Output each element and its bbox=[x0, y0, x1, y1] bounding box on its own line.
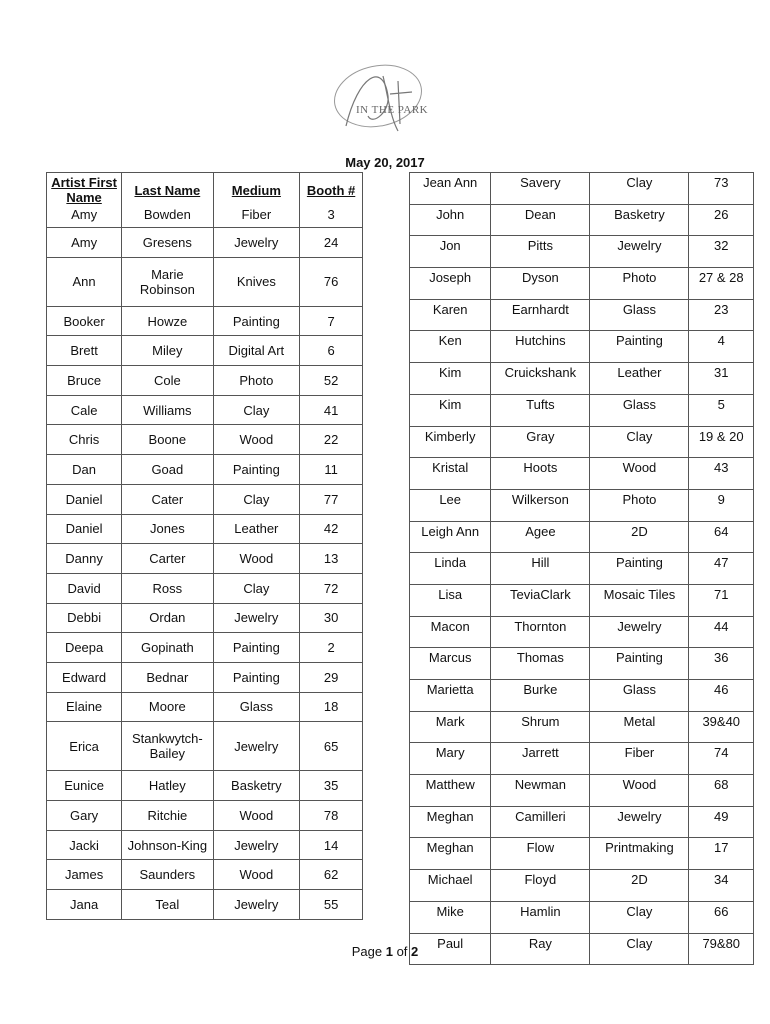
page-footer bbox=[0, 944, 770, 959]
cell-medium: Jewelry bbox=[213, 603, 300, 633]
cell-last-name: Hamlin bbox=[491, 901, 590, 933]
cell-medium: Knives bbox=[213, 257, 300, 306]
table-row bbox=[410, 299, 754, 331]
cell-booth: 27 & 28 bbox=[689, 268, 754, 300]
table-row bbox=[47, 395, 363, 425]
cell-last-name: Ordan bbox=[122, 603, 213, 633]
cell-booth: 14 bbox=[300, 830, 363, 860]
cell-last-name: Thornton bbox=[491, 616, 590, 648]
cell-first-name: Lee bbox=[410, 489, 491, 521]
cell-last-name: Newman bbox=[491, 775, 590, 807]
table-row bbox=[47, 514, 363, 544]
cell-last-name: Bednar bbox=[122, 662, 213, 692]
cell-booth: 9 bbox=[689, 489, 754, 521]
cell-last-name: Boone bbox=[122, 425, 213, 455]
cell-medium: Metal bbox=[590, 711, 689, 743]
cell-medium: Wood bbox=[213, 425, 300, 455]
cell-last-name: Gresens bbox=[122, 228, 213, 258]
cell-last-name: Marie Robinson bbox=[122, 257, 213, 306]
cell-first-name: Cale bbox=[47, 395, 122, 425]
cell-last-name: Agee bbox=[491, 521, 590, 553]
cell-last-name: Moore bbox=[122, 692, 213, 722]
cell-last-name: Goad bbox=[122, 455, 213, 485]
cell-first-name: Danny bbox=[47, 544, 122, 574]
cell-medium: Wood bbox=[213, 544, 300, 574]
cell-booth: 29 bbox=[300, 662, 363, 692]
cell-booth: 46 bbox=[689, 680, 754, 712]
page-total: 2 bbox=[411, 944, 419, 959]
cell-booth: 64 bbox=[689, 521, 754, 553]
cell-booth: 36 bbox=[689, 648, 754, 680]
page-of: of bbox=[392, 944, 412, 959]
cell-first-name: Kim bbox=[410, 394, 491, 426]
cell-first-name: Meghan bbox=[410, 806, 491, 838]
cell-last-name: Pitts bbox=[491, 236, 590, 268]
table-row bbox=[410, 711, 754, 743]
table-row bbox=[410, 901, 754, 933]
cell-last-name: Hutchins bbox=[491, 331, 590, 363]
cell-booth: 6 bbox=[300, 336, 363, 366]
table-row bbox=[410, 426, 754, 458]
cell-first-name: Joseph bbox=[410, 268, 491, 300]
cell-booth: 66 bbox=[689, 901, 754, 933]
cell-medium: Painting bbox=[213, 455, 300, 485]
table-row bbox=[47, 633, 363, 663]
cell-first-name: Marietta bbox=[410, 680, 491, 712]
table-row bbox=[47, 306, 363, 336]
cell-last-name: Hoots bbox=[491, 458, 590, 490]
cell-first-name: Edward bbox=[47, 662, 122, 692]
cell-medium: Leather bbox=[590, 363, 689, 395]
cell-medium: Clay bbox=[590, 901, 689, 933]
table-row bbox=[410, 394, 754, 426]
cell-medium: Clay bbox=[213, 573, 300, 603]
cell-last-name: Saunders bbox=[122, 860, 213, 890]
cell-booth: 55 bbox=[300, 890, 363, 920]
cell-first-name: Dan bbox=[47, 455, 122, 485]
cell-booth: 74 bbox=[689, 743, 754, 775]
cell-last-name: Howze bbox=[122, 306, 213, 336]
cell-first-name: Jana bbox=[47, 890, 122, 920]
cell-booth: 42 bbox=[300, 514, 363, 544]
table-header-row bbox=[47, 173, 363, 208]
cell-medium: Glass bbox=[590, 680, 689, 712]
header-first-name: Artist First Name bbox=[47, 173, 122, 208]
cell-last-name: Teal bbox=[122, 890, 213, 920]
cell-booth: 35 bbox=[300, 771, 363, 801]
cell-first-name: Meghan bbox=[410, 838, 491, 870]
cell-medium: Jewelry bbox=[590, 616, 689, 648]
cell-medium: Painting bbox=[213, 306, 300, 336]
cell-last-name: Ross bbox=[122, 573, 213, 603]
cell-booth: 72 bbox=[300, 573, 363, 603]
cell-booth: 30 bbox=[300, 603, 363, 633]
cell-first-name: Kimberly bbox=[410, 426, 491, 458]
cell-medium: Jewelry bbox=[213, 228, 300, 258]
cell-medium: Basketry bbox=[590, 204, 689, 236]
cell-first-name: Debbi bbox=[47, 603, 122, 633]
cell-first-name: Macon bbox=[410, 616, 491, 648]
table-row bbox=[47, 207, 363, 228]
table-row bbox=[410, 331, 754, 363]
art-in-the-park-logo bbox=[328, 56, 428, 148]
cell-first-name: Amy bbox=[47, 207, 122, 228]
cell-medium: Wood bbox=[590, 775, 689, 807]
table-row bbox=[410, 363, 754, 395]
cell-medium: Printmaking bbox=[590, 838, 689, 870]
cell-last-name: TeviaClark bbox=[491, 584, 590, 616]
cell-booth: 39&40 bbox=[689, 711, 754, 743]
cell-first-name: Daniel bbox=[47, 484, 122, 514]
cell-last-name: Ritchie bbox=[122, 801, 213, 831]
cell-first-name: Linda bbox=[410, 553, 491, 585]
cell-first-name: Gary bbox=[47, 801, 122, 831]
cell-last-name: Stankwytch-Bailey bbox=[122, 722, 213, 771]
cell-booth: 34 bbox=[689, 870, 754, 902]
artist-table-left bbox=[46, 172, 363, 920]
cell-booth: 76 bbox=[300, 257, 363, 306]
cell-first-name: Marcus bbox=[410, 648, 491, 680]
cell-medium: Jewelry bbox=[213, 830, 300, 860]
cell-last-name: Bowden bbox=[122, 207, 213, 228]
cell-medium: Glass bbox=[213, 692, 300, 722]
cell-first-name: Jacki bbox=[47, 830, 122, 860]
table-row bbox=[47, 722, 363, 771]
cell-medium: Wood bbox=[590, 458, 689, 490]
cell-first-name: Ann bbox=[47, 257, 122, 306]
cell-first-name: Erica bbox=[47, 722, 122, 771]
cell-last-name: Williams bbox=[122, 395, 213, 425]
cell-booth: 47 bbox=[689, 553, 754, 585]
cell-last-name: Jarrett bbox=[491, 743, 590, 775]
cell-last-name: Hatley bbox=[122, 771, 213, 801]
cell-medium: Fiber bbox=[213, 207, 300, 228]
event-date: May 20, 2017 bbox=[345, 155, 425, 170]
cell-booth: 52 bbox=[300, 366, 363, 396]
cell-booth: 41 bbox=[300, 395, 363, 425]
table-row bbox=[47, 544, 363, 574]
cell-booth: 73 bbox=[689, 173, 754, 205]
cell-last-name: Tufts bbox=[491, 394, 590, 426]
cell-last-name: Shrum bbox=[491, 711, 590, 743]
table-row bbox=[410, 553, 754, 585]
cell-booth: 23 bbox=[689, 299, 754, 331]
cell-last-name: Gray bbox=[491, 426, 590, 458]
cell-first-name: Mark bbox=[410, 711, 491, 743]
table-row bbox=[410, 268, 754, 300]
table-row bbox=[47, 573, 363, 603]
cell-medium: Leather bbox=[213, 514, 300, 544]
table-row bbox=[47, 860, 363, 890]
cell-last-name: Wilkerson bbox=[491, 489, 590, 521]
cell-first-name: Kim bbox=[410, 363, 491, 395]
cell-medium: Painting bbox=[590, 553, 689, 585]
table-row bbox=[410, 236, 754, 268]
table-row bbox=[410, 458, 754, 490]
header-last-name: Last Name bbox=[122, 173, 213, 208]
cell-booth: 24 bbox=[300, 228, 363, 258]
cell-last-name: Ray bbox=[491, 933, 590, 965]
cell-first-name: Chris bbox=[47, 425, 122, 455]
table-row bbox=[410, 173, 754, 205]
cell-first-name: John bbox=[410, 204, 491, 236]
cell-first-name: Mike bbox=[410, 901, 491, 933]
table-row bbox=[47, 801, 363, 831]
cell-last-name: Camilleri bbox=[491, 806, 590, 838]
cell-booth: 62 bbox=[300, 860, 363, 890]
cell-medium: Painting bbox=[590, 648, 689, 680]
table-row bbox=[47, 830, 363, 860]
cell-last-name: Savery bbox=[491, 173, 590, 205]
table-row bbox=[410, 584, 754, 616]
cell-first-name: Mary bbox=[410, 743, 491, 775]
cell-medium: Photo bbox=[590, 268, 689, 300]
cell-booth: 65 bbox=[300, 722, 363, 771]
cell-booth: 3 bbox=[300, 207, 363, 228]
cell-medium: Basketry bbox=[213, 771, 300, 801]
cell-first-name: Bruce bbox=[47, 366, 122, 396]
cell-first-name: Jon bbox=[410, 236, 491, 268]
table-row bbox=[47, 662, 363, 692]
table-row bbox=[47, 771, 363, 801]
table-row bbox=[47, 425, 363, 455]
cell-first-name: Paul bbox=[410, 933, 491, 965]
cell-medium: Digital Art bbox=[213, 336, 300, 366]
cell-booth: 44 bbox=[689, 616, 754, 648]
cell-first-name: Jean Ann bbox=[410, 173, 491, 205]
cell-booth: 22 bbox=[300, 425, 363, 455]
cell-medium: Clay bbox=[590, 426, 689, 458]
logo-text: IN THE PARK bbox=[356, 104, 429, 116]
cell-medium: Glass bbox=[590, 299, 689, 331]
table-row bbox=[47, 228, 363, 258]
table-row bbox=[47, 484, 363, 514]
cell-medium: Glass bbox=[590, 394, 689, 426]
cell-medium: Clay bbox=[213, 484, 300, 514]
cell-booth: 31 bbox=[689, 363, 754, 395]
table-row bbox=[410, 870, 754, 902]
cell-booth: 79&80 bbox=[689, 933, 754, 965]
cell-first-name: Michael bbox=[410, 870, 491, 902]
cell-medium: 2D bbox=[590, 870, 689, 902]
cell-last-name: Cole bbox=[122, 366, 213, 396]
cell-last-name: Dean bbox=[491, 204, 590, 236]
cell-booth: 19 & 20 bbox=[689, 426, 754, 458]
table-row bbox=[47, 366, 363, 396]
table-row bbox=[47, 336, 363, 366]
cell-first-name: Amy bbox=[47, 228, 122, 258]
cell-booth: 49 bbox=[689, 806, 754, 838]
page-current: 1 bbox=[385, 944, 393, 959]
table-row bbox=[47, 692, 363, 722]
cell-booth: 13 bbox=[300, 544, 363, 574]
cell-last-name: Gopinath bbox=[122, 633, 213, 663]
cell-booth: 68 bbox=[689, 775, 754, 807]
cell-first-name: Elaine bbox=[47, 692, 122, 722]
cell-booth: 17 bbox=[689, 838, 754, 870]
cell-booth: 26 bbox=[689, 204, 754, 236]
cell-first-name: Lisa bbox=[410, 584, 491, 616]
table-row bbox=[410, 204, 754, 236]
cell-booth: 11 bbox=[300, 455, 363, 485]
cell-first-name: Eunice bbox=[47, 771, 122, 801]
cell-medium: Jewelry bbox=[213, 722, 300, 771]
cell-medium: Fiber bbox=[590, 743, 689, 775]
table-row bbox=[410, 743, 754, 775]
table-row bbox=[410, 838, 754, 870]
cell-first-name: James bbox=[47, 860, 122, 890]
cell-first-name: Ken bbox=[410, 331, 491, 363]
cell-booth: 32 bbox=[689, 236, 754, 268]
cell-last-name: Dyson bbox=[491, 268, 590, 300]
cell-first-name: Deepa bbox=[47, 633, 122, 663]
table-row bbox=[410, 489, 754, 521]
artist-table-right bbox=[409, 172, 754, 965]
cell-last-name: Jones bbox=[122, 514, 213, 544]
cell-booth: 7 bbox=[300, 306, 363, 336]
cell-first-name: Matthew bbox=[410, 775, 491, 807]
cell-medium: Jewelry bbox=[590, 236, 689, 268]
cell-last-name: Cater bbox=[122, 484, 213, 514]
table-row bbox=[47, 603, 363, 633]
cell-booth: 43 bbox=[689, 458, 754, 490]
cell-first-name: Daniel bbox=[47, 514, 122, 544]
cell-medium: Clay bbox=[213, 395, 300, 425]
table-row bbox=[47, 890, 363, 920]
cell-medium: Jewelry bbox=[213, 890, 300, 920]
cell-medium: Wood bbox=[213, 860, 300, 890]
table-row bbox=[410, 521, 754, 553]
cell-booth: 77 bbox=[300, 484, 363, 514]
cell-last-name: Johnson-King bbox=[122, 830, 213, 860]
cell-booth: 2 bbox=[300, 633, 363, 663]
cell-medium: Painting bbox=[213, 662, 300, 692]
table-row bbox=[410, 775, 754, 807]
cell-first-name: Karen bbox=[410, 299, 491, 331]
cell-last-name: Floyd bbox=[491, 870, 590, 902]
cell-booth: 78 bbox=[300, 801, 363, 831]
page-prefix: Page bbox=[351, 944, 386, 959]
header-booth: Booth # bbox=[300, 173, 363, 208]
cell-last-name: Hill bbox=[491, 553, 590, 585]
cell-first-name: Brett bbox=[47, 336, 122, 366]
cell-last-name: Earnhardt bbox=[491, 299, 590, 331]
cell-booth: 4 bbox=[689, 331, 754, 363]
cell-first-name: Leigh Ann bbox=[410, 521, 491, 553]
cell-last-name: Carter bbox=[122, 544, 213, 574]
table-row bbox=[47, 257, 363, 306]
cell-medium: Mosaic Tiles bbox=[590, 584, 689, 616]
cell-booth: 5 bbox=[689, 394, 754, 426]
cell-booth: 18 bbox=[300, 692, 363, 722]
cell-first-name: Kristal bbox=[410, 458, 491, 490]
cell-last-name: Cruickshank bbox=[491, 363, 590, 395]
table-row bbox=[410, 648, 754, 680]
cell-medium: Jewelry bbox=[590, 806, 689, 838]
table-row bbox=[47, 455, 363, 485]
cell-last-name: Flow bbox=[491, 838, 590, 870]
cell-medium: 2D bbox=[590, 521, 689, 553]
table-row bbox=[410, 616, 754, 648]
cell-medium: Wood bbox=[213, 801, 300, 831]
cell-last-name: Miley bbox=[122, 336, 213, 366]
cell-medium: Clay bbox=[590, 933, 689, 965]
cell-booth: 71 bbox=[689, 584, 754, 616]
cell-first-name: Booker bbox=[47, 306, 122, 336]
cell-medium: Painting bbox=[590, 331, 689, 363]
table-row bbox=[410, 680, 754, 712]
cell-medium: Clay bbox=[590, 173, 689, 205]
cell-medium: Photo bbox=[213, 366, 300, 396]
cell-medium: Photo bbox=[590, 489, 689, 521]
header-medium: Medium bbox=[213, 173, 300, 208]
cell-last-name: Thomas bbox=[491, 648, 590, 680]
cell-medium: Painting bbox=[213, 633, 300, 663]
table-row bbox=[410, 806, 754, 838]
cell-first-name: David bbox=[47, 573, 122, 603]
cell-last-name: Burke bbox=[491, 680, 590, 712]
